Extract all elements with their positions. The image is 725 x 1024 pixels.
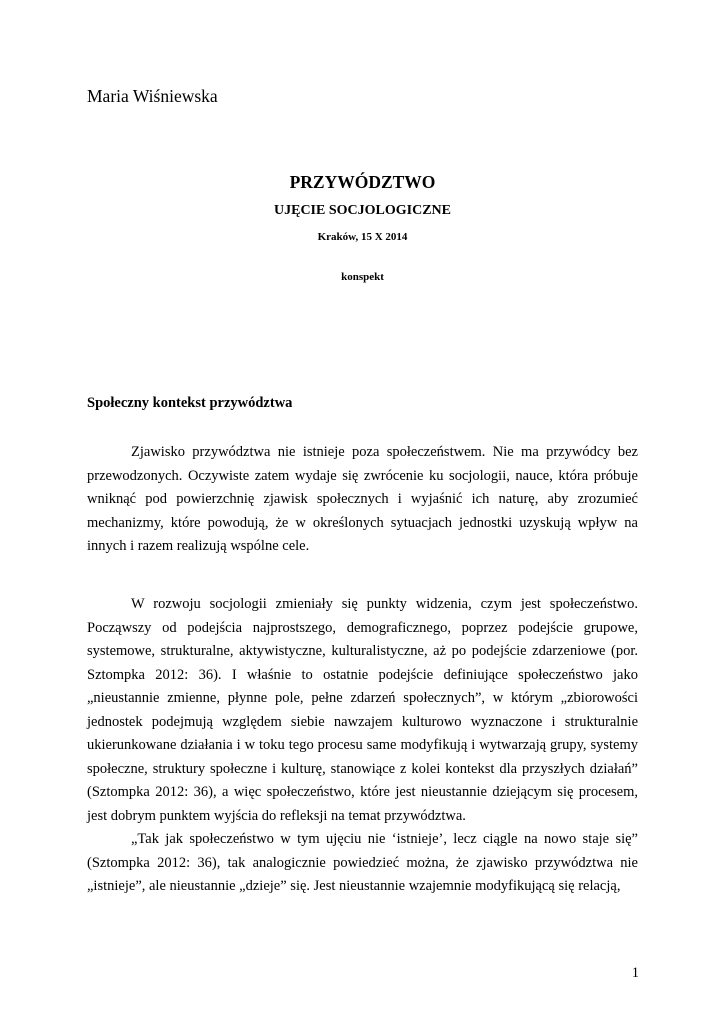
document-type: konspekt: [341, 271, 384, 283]
page-number: 1: [631, 965, 639, 981]
section-heading: Społeczny kontekst przywództwa: [87, 395, 293, 411]
document-date: Kraków, 15 X 2014: [317, 231, 408, 243]
document-subtitle: UJĘCIE SOCJOLOGICZNE: [274, 203, 451, 218]
author-name: Maria Wiśniewska: [87, 86, 218, 106]
document-title: PRZYWÓDZTWO: [289, 172, 436, 192]
paragraph-2: W rozwoju socjologii zmieniały się punkty widzenia, czym jest społeczeństwo. Począwszy od podejścia najprostszego, demograficznego, poprzez podejście grupowe, systemowe, strukturalne, aktywistyczne, kulturalistyczne, aż po podejście zdarzeniowe (por. Sztompka 2012: 36). I właśnie to ostatnie podejście definiujące społeczeństwo jako „nieustannie zmienne, płynne pole, pełne zdarzeń społecznych”, w którym „zbiorowości jednostek podejmują względem siebie nawzajem kulturowo wyznaczone i strukturalnie ukierunkowane działania i w toku tego procesu same modyfikują i wytwarzają grupy, systemy społeczne, struktury społeczne i kulturę, stanowiące z kolei kontekst dla przyszłych działań” (Sztompka 2012: 36), a więc społeczeństwo, które jest nieustannie dziejącym się procesem, jest dobrym punktem wyjścia do refleksji na temat przywództwa.: [87, 596, 638, 824]
paragraph-block-2: [87, 593, 638, 899]
paragraph-1: Zjawisko przywództwa nie istnieje poza społeczeństwem. Nie ma przywódcy bez przewodzonych. Oczywiste zatem wydaje się zwrócenie ku socjologii, nauce, która próbuje wniknąć pod powierzchnię zjawisk społecznych i wyjaśnić ich naturę, aby zrozumieć mechanizmy, które powodują, że w określonych sytuacjach jednostki uzyskują wpływ na innych i razem realizują wspólne cele.: [87, 444, 638, 554]
paragraph-3: „Tak jak społeczeństwo w tym ujęciu nie ‘istnieje’, lecz ciągle na nowo staje się” (Sztompka 2012: 36), tak analogicznie powiedzieć można, że zjawisko przywództwa nie „istnieje”, ale nieustannie „dzieje” się. Jest nieustannie wzajemnie modyfikującą się relacją,: [87, 831, 638, 894]
paragraph-block-1: [87, 441, 638, 559]
